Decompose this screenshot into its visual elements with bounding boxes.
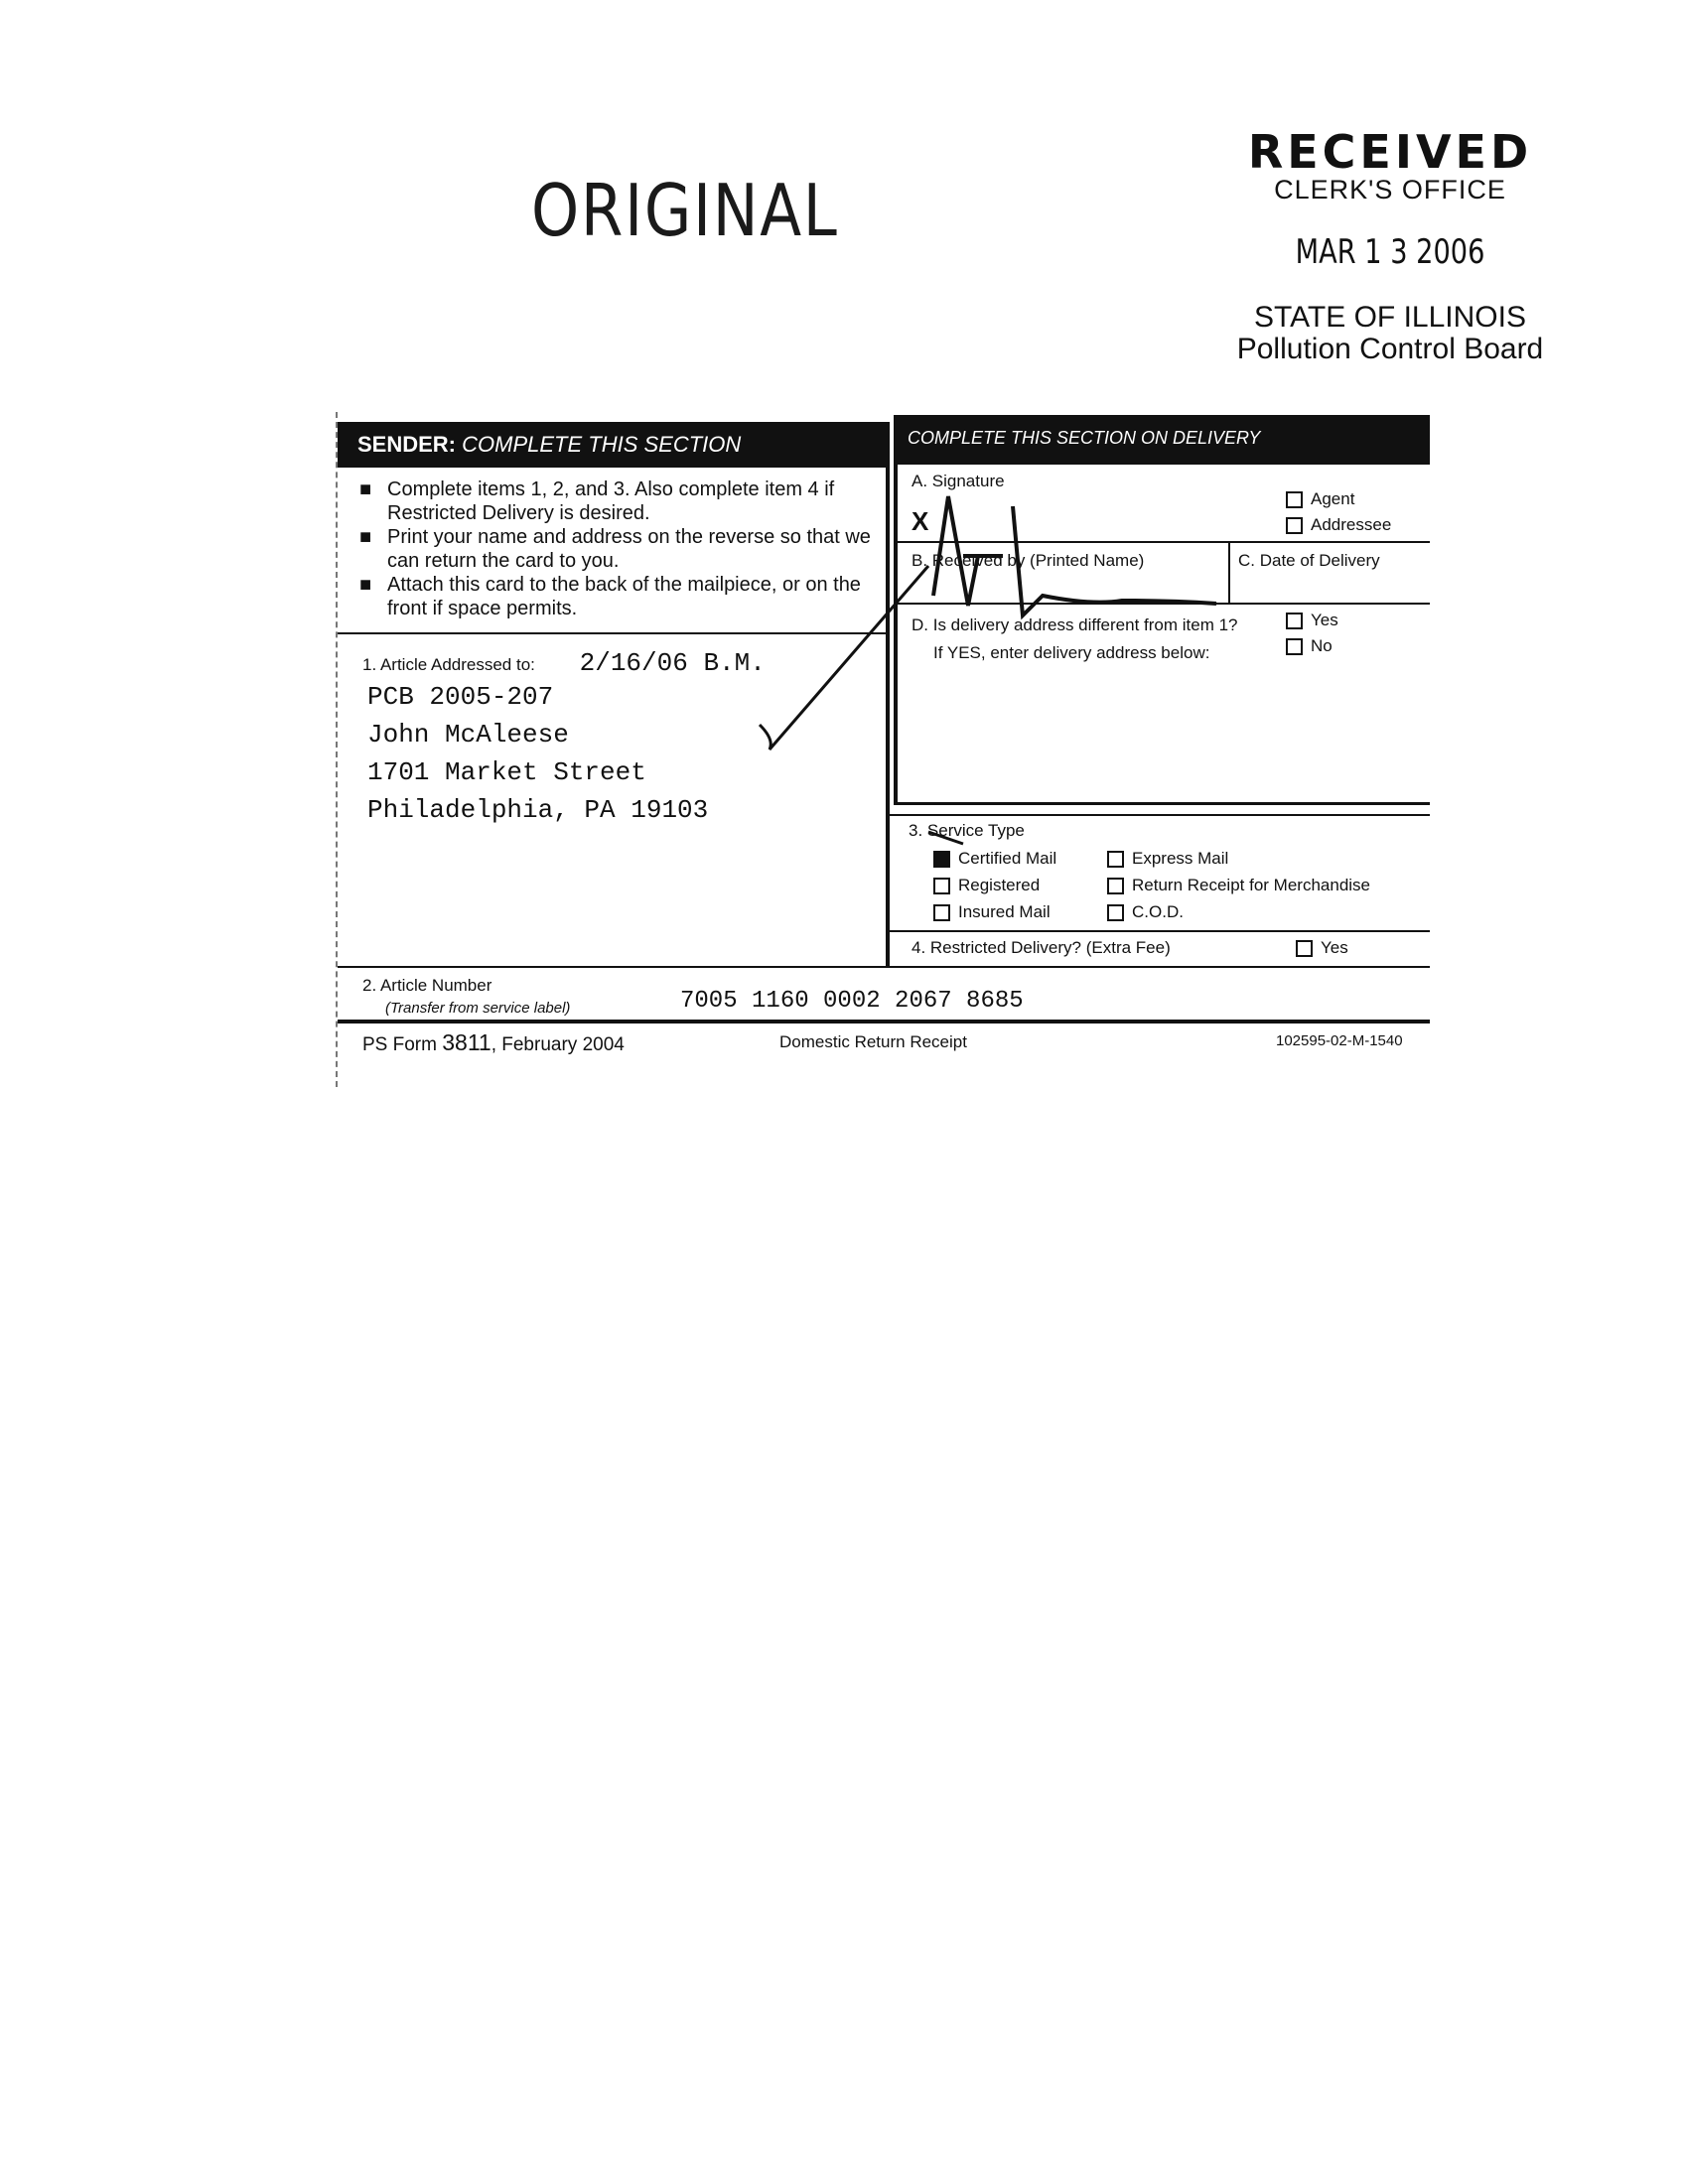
service-type-label: 3. Service Type [909, 821, 1025, 840]
form-number: 3811 [442, 1029, 491, 1055]
divider [338, 1020, 1430, 1024]
received-stamp [1221, 125, 1559, 365]
instruction-1: ■ Complete items 1, 2, and 3. Also complete item 4 if Restricted Delivery is desired. [359, 478, 835, 524]
form-title: Domestic Return Receipt [779, 1032, 967, 1051]
cod-checkbox[interactable] [1107, 904, 1124, 921]
divider [889, 930, 1430, 932]
restricted-delivery-label: 4. Restricted Delivery? (Extra Fee) [912, 938, 1171, 957]
divider [338, 632, 886, 634]
address-line-3: 1701 Market Street [367, 757, 646, 787]
sender-header [338, 422, 886, 468]
sender-header-bold: SENDER: [357, 432, 457, 457]
insured-mail-checkbox[interactable] [933, 904, 950, 921]
delivery-bottom-border [894, 802, 1430, 805]
sender-instructions [359, 478, 876, 620]
express-mail-option[interactable]: Express Mail [1107, 849, 1228, 869]
state-name: STATE OF ILLINOIS [1254, 301, 1526, 334]
divider [894, 603, 1430, 605]
diff-yes-option[interactable]: Yes [1286, 611, 1338, 630]
address-line-2: John McAleese [367, 720, 569, 750]
return-receipt-form [338, 412, 1430, 1087]
signature-x: X [912, 506, 929, 536]
divider [1228, 541, 1230, 603]
address-line-1: PCB 2005-207 [367, 682, 554, 712]
sender-header-italic: COMPLETE THIS SECTION [462, 432, 742, 457]
if-yes-label: If YES, enter delivery address below: [933, 643, 1210, 662]
clerks-office: CLERK'S OFFICE [1274, 175, 1506, 205]
middle-divider [886, 422, 890, 968]
form-id: PS Form 3811, February 2004 [362, 1029, 625, 1055]
received-by-label: B. Received by (Printed Name) [912, 551, 1145, 570]
certified-mail-option[interactable]: Certified Mail [933, 849, 1056, 869]
delivery-header: COMPLETE THIS SECTION ON DELIVERY [894, 415, 1430, 465]
divider [894, 541, 1430, 543]
restricted-yes-option[interactable]: Yes [1296, 938, 1348, 958]
perforation-edge [336, 412, 338, 1087]
registered-option[interactable]: Registered [933, 876, 1040, 895]
address-line-4: Philadelphia, PA 19103 [367, 795, 709, 825]
article-addressed-label: 1. Article Addressed to: 2/16/06 B.M. [362, 648, 766, 678]
diff-no-option[interactable]: No [1286, 636, 1333, 656]
article-number-value: 7005 1160 0002 2067 8685 [680, 988, 1024, 1015]
received-date: MAR 1 3 2006 [1295, 232, 1485, 272]
board-name: Pollution Control Board [1236, 333, 1544, 365]
diff-no-checkbox[interactable] [1286, 638, 1303, 655]
addressee-option[interactable]: Addressee [1286, 515, 1391, 535]
restricted-yes-checkbox[interactable] [1296, 940, 1313, 957]
delivery-left-border [894, 415, 898, 802]
form-code: 102595-02-M-1540 [1276, 1032, 1403, 1049]
insured-mail-option[interactable]: Insured Mail [933, 902, 1051, 922]
article-number-sublabel: (Transfer from service label) [385, 1000, 571, 1017]
divider [889, 814, 1430, 816]
agent-option[interactable]: Agent [1286, 489, 1354, 509]
certified-mail-checkbox[interactable] [933, 851, 950, 868]
instruction-2: ■ Print your name and address on the reverse so that we can return the card to you. [359, 526, 871, 572]
received-title: RECEIVED [1247, 125, 1533, 179]
diff-yes-checkbox[interactable] [1286, 613, 1303, 629]
divider [889, 966, 1430, 968]
return-receipt-checkbox[interactable] [1107, 878, 1124, 894]
article-note: 2/16/06 B.M. [579, 648, 766, 678]
date-of-delivery-label: C. Date of Delivery [1238, 551, 1380, 570]
registered-checkbox[interactable] [933, 878, 950, 894]
express-mail-checkbox[interactable] [1107, 851, 1124, 868]
return-receipt-option[interactable]: Return Receipt for Merchandise [1107, 876, 1370, 895]
addressee-checkbox[interactable] [1286, 517, 1303, 534]
form-date: , February 2004 [491, 1034, 625, 1055]
instruction-3: ■ Attach this card to the back of the mailpiece, or on the front if space permits. [359, 574, 861, 619]
cod-option[interactable]: C.O.D. [1107, 902, 1184, 922]
recipient-address [367, 678, 708, 829]
original-stamp: ORIGINAL [531, 169, 839, 252]
agent-checkbox[interactable] [1286, 491, 1303, 508]
article-number-label: 2. Article Number [362, 976, 492, 995]
different-address-label: D. Is delivery address different from item 1? [912, 615, 1238, 634]
divider [338, 966, 894, 968]
signature-label: A. Signature [912, 472, 1005, 490]
